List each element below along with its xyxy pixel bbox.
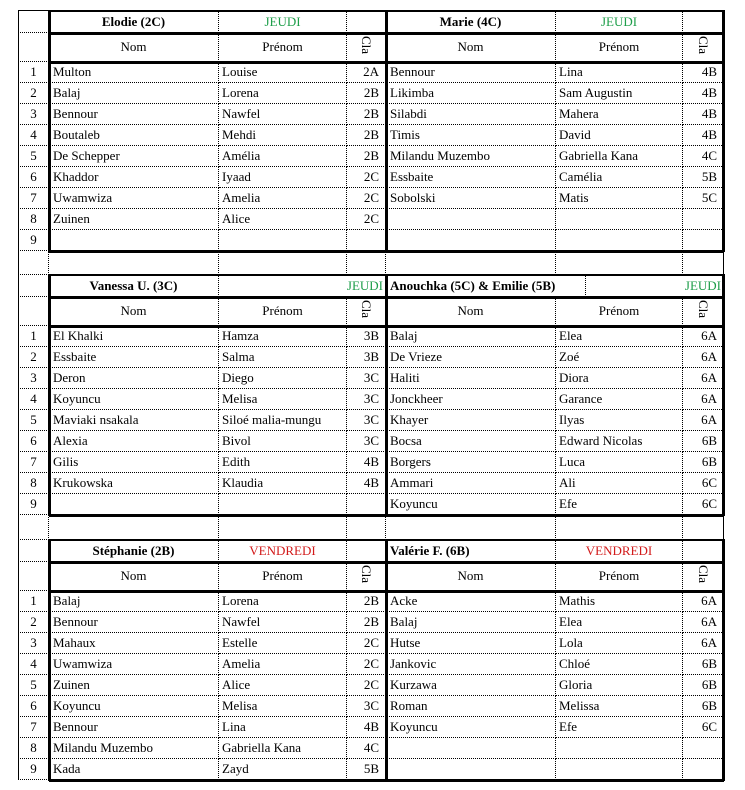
student-classe[interactable]: 2B xyxy=(347,146,386,167)
student-prenom[interactable]: Alice xyxy=(219,209,347,230)
student-prenom[interactable]: Mahera xyxy=(556,104,683,125)
student-prenom[interactable]: Iyaad xyxy=(219,167,347,188)
row-number[interactable]: 5 xyxy=(18,675,49,696)
column-header-row xyxy=(18,297,724,326)
student-prenom[interactable]: Amelia xyxy=(219,654,347,675)
header-classe[interactable]: Cla xyxy=(683,297,724,326)
student-prenom[interactable]: Bivol xyxy=(219,431,347,452)
student-nom[interactable]: Acke xyxy=(386,591,556,612)
student-classe[interactable]: 6B xyxy=(683,452,724,473)
block-middle-border xyxy=(385,10,388,252)
student-nom[interactable]: Kada xyxy=(49,759,219,780)
block-left-border xyxy=(48,539,51,781)
student-nom[interactable]: Multon xyxy=(49,62,219,83)
student-classe[interactable]: 4B xyxy=(683,62,724,83)
student-prenom[interactable]: Camélia xyxy=(556,167,683,188)
student-nom[interactable]: Koyuncu xyxy=(49,389,219,410)
student-prenom[interactable]: Elea xyxy=(556,612,683,633)
student-nom[interactable]: De Vrieze xyxy=(386,347,556,368)
block-right-border xyxy=(722,539,725,781)
row-number[interactable]: 4 xyxy=(18,125,49,146)
student-classe[interactable]: 4C xyxy=(347,738,386,759)
table-row xyxy=(18,654,724,675)
student-nom[interactable]: Boutaleb xyxy=(49,125,219,146)
student-classe[interactable]: 6A xyxy=(683,591,724,612)
block-middle-border xyxy=(385,274,388,516)
group-title-row xyxy=(18,275,724,297)
student-prenom[interactable]: Melissa xyxy=(556,696,683,717)
sheet-top-line xyxy=(18,10,50,11)
student-nom[interactable]: El Khalki xyxy=(49,326,219,347)
student-prenom[interactable]: Ilyas xyxy=(556,410,683,431)
student-classe[interactable]: 3C xyxy=(347,368,386,389)
group-title[interactable]: Vanessa U. (3C) xyxy=(49,275,219,297)
row-number[interactable]: 8 xyxy=(18,209,49,230)
table-row xyxy=(18,104,724,125)
student-classe[interactable]: 6C xyxy=(683,473,724,494)
header-nom[interactable]: Nom xyxy=(49,33,219,62)
student-prenom[interactable]: Salma xyxy=(219,347,347,368)
header-classe[interactable]: Cla xyxy=(683,33,724,62)
student-nom[interactable]: Borgers xyxy=(386,452,556,473)
table-row xyxy=(18,431,724,452)
student-classe[interactable]: 2C xyxy=(347,654,386,675)
student-prenom[interactable]: Chloé xyxy=(556,654,683,675)
row-number[interactable]: 3 xyxy=(18,368,49,389)
student-classe[interactable] xyxy=(347,494,386,515)
student-nom[interactable]: Roman xyxy=(386,696,556,717)
group-title[interactable]: Valérie F. (6B) xyxy=(386,540,556,562)
empty-cell[interactable] xyxy=(347,251,386,275)
empty-cell[interactable] xyxy=(49,515,219,540)
row-number[interactable]: 4 xyxy=(18,654,49,675)
row-number[interactable]: 2 xyxy=(18,612,49,633)
row-number[interactable]: 3 xyxy=(18,104,49,125)
header-nom[interactable]: Nom xyxy=(49,297,219,326)
student-nom[interactable]: Mahaux xyxy=(49,633,219,654)
row-number[interactable]: 4 xyxy=(18,389,49,410)
header-nom[interactable]: Nom xyxy=(49,562,219,591)
group-title[interactable]: Anouchka (5C) & Emilie (5B) xyxy=(386,275,586,297)
group-day[interactable]: JEUDI xyxy=(219,275,386,297)
student-classe[interactable]: 6A xyxy=(683,389,724,410)
student-prenom[interactable]: Sam Augustin xyxy=(556,83,683,104)
group-day[interactable]: JEUDI xyxy=(219,11,347,33)
student-prenom[interactable]: Gloria xyxy=(556,675,683,696)
row-number-cell[interactable] xyxy=(18,562,49,591)
row-number[interactable]: 8 xyxy=(18,473,49,494)
student-prenom[interactable]: Edith xyxy=(219,452,347,473)
student-nom[interactable]: Koyuncu xyxy=(49,696,219,717)
student-classe[interactable]: 2B xyxy=(347,104,386,125)
student-prenom[interactable]: Nawfel xyxy=(219,612,347,633)
student-prenom[interactable] xyxy=(556,738,683,759)
table-row xyxy=(18,125,724,146)
student-nom[interactable]: Sobolski xyxy=(386,188,556,209)
row-number[interactable]: 9 xyxy=(18,494,49,515)
spacer-row xyxy=(18,515,724,540)
student-prenom[interactable] xyxy=(219,230,347,251)
student-classe[interactable]: 2A xyxy=(347,62,386,83)
table-row xyxy=(18,146,724,167)
row-number[interactable]: 8 xyxy=(18,738,49,759)
empty-cell[interactable] xyxy=(219,251,347,275)
group-title[interactable]: Stéphanie (2B) xyxy=(49,540,219,562)
row-number[interactable]: 1 xyxy=(18,591,49,612)
student-nom[interactable]: Milandu Muzembo xyxy=(49,738,219,759)
student-prenom[interactable]: Siloé malia-mungu xyxy=(219,410,347,431)
student-prenom[interactable]: Amélia xyxy=(219,146,347,167)
row-number-cell[interactable] xyxy=(18,33,49,62)
student-nom[interactable]: Hutse xyxy=(386,633,556,654)
student-prenom[interactable]: Diego xyxy=(219,368,347,389)
group-day[interactable]: JEUDI xyxy=(586,275,724,297)
column-header-row xyxy=(18,562,724,591)
student-prenom[interactable] xyxy=(219,494,347,515)
row-number[interactable]: 2 xyxy=(18,83,49,104)
empty-cell[interactable] xyxy=(347,540,386,562)
student-nom[interactable]: Balaj xyxy=(386,326,556,347)
student-prenom[interactable]: Efe xyxy=(556,494,683,515)
student-nom[interactable] xyxy=(386,230,556,251)
student-prenom[interactable]: Elea xyxy=(556,326,683,347)
student-classe[interactable]: 5C xyxy=(683,188,724,209)
student-classe[interactable]: 4B xyxy=(347,717,386,738)
table-row xyxy=(18,389,724,410)
student-classe[interactable]: 3B xyxy=(347,326,386,347)
header-prenom[interactable]: Prénom xyxy=(556,562,683,591)
student-prenom[interactable] xyxy=(556,209,683,230)
table-row xyxy=(18,83,724,104)
student-prenom[interactable]: Klaudia xyxy=(219,473,347,494)
row-number-cell[interactable] xyxy=(18,11,49,33)
table-row xyxy=(18,696,724,717)
student-prenom[interactable]: Zoé xyxy=(556,347,683,368)
block-right-border xyxy=(722,274,725,516)
student-prenom[interactable]: Melisa xyxy=(219,389,347,410)
student-nom[interactable]: Gilis xyxy=(49,452,219,473)
row-number[interactable]: 2 xyxy=(18,347,49,368)
table-row xyxy=(18,410,724,431)
student-prenom[interactable]: Gabriella Kana xyxy=(219,738,347,759)
table-row xyxy=(18,62,724,83)
empty-cell[interactable] xyxy=(49,251,219,275)
student-nom[interactable]: Silabdi xyxy=(386,104,556,125)
student-classe[interactable]: 2C xyxy=(347,167,386,188)
table-row xyxy=(18,612,724,633)
row-number-cell[interactable] xyxy=(18,275,49,297)
empty-cell[interactable] xyxy=(683,11,724,33)
student-classe[interactable]: 6C xyxy=(683,494,724,515)
empty-cell[interactable] xyxy=(386,515,556,540)
row-number[interactable]: 9 xyxy=(18,230,49,251)
block-left-border xyxy=(48,10,51,252)
student-prenom[interactable]: Edward Nicolas xyxy=(556,431,683,452)
group-title[interactable]: Marie (4C) xyxy=(386,11,556,33)
header-nom[interactable]: Nom xyxy=(386,562,556,591)
student-classe[interactable]: 2B xyxy=(347,83,386,104)
student-prenom[interactable]: Lina xyxy=(219,717,347,738)
row-number-cell[interactable] xyxy=(18,540,49,562)
row-number[interactable]: 7 xyxy=(18,452,49,473)
block-left-border xyxy=(48,274,51,516)
student-nom[interactable]: Timis xyxy=(386,125,556,146)
table-row xyxy=(18,347,724,368)
student-classe[interactable]: 6A xyxy=(683,368,724,389)
student-classe[interactable]: 2B xyxy=(347,125,386,146)
student-prenom[interactable]: David xyxy=(556,125,683,146)
student-classe[interactable]: 3C xyxy=(347,696,386,717)
student-prenom[interactable]: Matis xyxy=(556,188,683,209)
student-nom[interactable]: Maviaki nsakala xyxy=(49,410,219,431)
student-nom[interactable] xyxy=(49,230,219,251)
student-classe[interactable]: 3B xyxy=(347,347,386,368)
table-row xyxy=(18,167,724,188)
empty-cell[interactable] xyxy=(556,251,683,275)
student-classe[interactable]: 5B xyxy=(683,167,724,188)
row-number[interactable]: 3 xyxy=(18,633,49,654)
student-classe[interactable]: 6B xyxy=(683,696,724,717)
row-number[interactable]: 7 xyxy=(18,717,49,738)
student-classe[interactable]: 6A xyxy=(683,633,724,654)
table-row xyxy=(18,188,724,209)
student-prenom[interactable]: Gabriella Kana xyxy=(556,146,683,167)
student-prenom[interactable]: Hamza xyxy=(219,326,347,347)
student-classe[interactable]: 6A xyxy=(683,347,724,368)
student-nom[interactable]: Krukowska xyxy=(49,473,219,494)
student-nom[interactable]: Bennour xyxy=(49,612,219,633)
student-prenom[interactable]: Ali xyxy=(556,473,683,494)
student-nom[interactable]: Essbaite xyxy=(386,167,556,188)
student-prenom[interactable]: Amelia xyxy=(219,188,347,209)
student-nom[interactable]: Koyuncu xyxy=(386,494,556,515)
student-classe[interactable]: 2C xyxy=(347,188,386,209)
table-row xyxy=(18,209,724,230)
student-nom[interactable]: Khaddor xyxy=(49,167,219,188)
student-prenom[interactable]: Diora xyxy=(556,368,683,389)
student-nom[interactable]: De Schepper xyxy=(49,146,219,167)
student-classe[interactable]: 3C xyxy=(347,389,386,410)
student-nom[interactable]: Bennour xyxy=(386,62,556,83)
block-middle-border xyxy=(385,539,388,781)
table-row xyxy=(18,230,724,251)
spacer-row xyxy=(18,251,724,275)
header-prenom[interactable]: Prénom xyxy=(219,297,347,326)
student-classe[interactable]: 4B xyxy=(683,83,724,104)
empty-cell[interactable] xyxy=(219,515,347,540)
student-prenom[interactable]: Efe xyxy=(556,717,683,738)
student-nom[interactable]: Balaj xyxy=(49,83,219,104)
student-classe[interactable]: 3C xyxy=(347,431,386,452)
student-nom[interactable] xyxy=(386,759,556,780)
student-classe[interactable] xyxy=(683,209,724,230)
student-nom[interactable]: Balaj xyxy=(386,612,556,633)
header-classe[interactable]: Cla xyxy=(347,297,386,326)
student-nom[interactable]: Jonckheer xyxy=(386,389,556,410)
student-prenom[interactable]: Alice xyxy=(219,675,347,696)
student-classe[interactable] xyxy=(347,230,386,251)
student-classe[interactable]: 3C xyxy=(347,410,386,431)
group-day[interactable]: VENDREDI xyxy=(556,540,683,562)
student-classe[interactable]: 4C xyxy=(683,146,724,167)
student-prenom[interactable]: Lorena xyxy=(219,591,347,612)
header-classe[interactable]: Cla xyxy=(347,33,386,62)
student-classe[interactable]: 6B xyxy=(683,654,724,675)
group-day[interactable]: VENDREDI xyxy=(219,540,347,562)
student-nom[interactable] xyxy=(386,209,556,230)
student-nom[interactable]: Koyuncu xyxy=(386,717,556,738)
group-title-row xyxy=(18,11,724,33)
student-classe[interactable]: 2B xyxy=(347,612,386,633)
student-classe[interactable]: 2B xyxy=(347,591,386,612)
empty-cell[interactable] xyxy=(683,251,724,275)
student-prenom[interactable]: Melisa xyxy=(219,696,347,717)
table-row xyxy=(18,591,724,612)
student-classe[interactable] xyxy=(683,230,724,251)
table-row xyxy=(18,633,724,654)
student-nom[interactable]: Essbaite xyxy=(49,347,219,368)
student-prenom[interactable]: Lola xyxy=(556,633,683,654)
student-nom[interactable]: Bennour xyxy=(49,717,219,738)
empty-cell[interactable] xyxy=(18,515,49,540)
student-classe[interactable]: 4B xyxy=(683,125,724,146)
row-number[interactable]: 6 xyxy=(18,167,49,188)
empty-cell[interactable] xyxy=(347,11,386,33)
student-prenom[interactable] xyxy=(556,230,683,251)
header-prenom[interactable]: Prénom xyxy=(219,562,347,591)
student-nom[interactable]: Deron xyxy=(49,368,219,389)
student-classe[interactable]: 4B xyxy=(683,104,724,125)
header-nom[interactable]: Nom xyxy=(386,297,556,326)
student-prenom[interactable]: Lorena xyxy=(219,83,347,104)
student-prenom[interactable]: Estelle xyxy=(219,633,347,654)
student-nom[interactable]: Jankovic xyxy=(386,654,556,675)
table-row xyxy=(18,452,724,473)
student-nom[interactable]: Khayer xyxy=(386,410,556,431)
student-classe[interactable]: 2C xyxy=(347,633,386,654)
row-number[interactable]: 6 xyxy=(18,431,49,452)
student-classe[interactable]: 2C xyxy=(347,675,386,696)
student-classe[interactable]: 6A xyxy=(683,326,724,347)
student-classe[interactable]: 4B xyxy=(347,452,386,473)
student-nom[interactable]: Zuinen xyxy=(49,675,219,696)
student-nom[interactable]: Uwamwiza xyxy=(49,654,219,675)
row-number-cell[interactable] xyxy=(18,297,49,326)
header-classe[interactable]: Cla xyxy=(347,562,386,591)
student-classe[interactable]: 2C xyxy=(347,209,386,230)
student-prenom[interactable] xyxy=(556,759,683,780)
student-nom[interactable]: Ammari xyxy=(386,473,556,494)
student-nom[interactable]: Alexia xyxy=(49,431,219,452)
student-nom[interactable]: Uwamwiza xyxy=(49,188,219,209)
student-nom[interactable] xyxy=(386,738,556,759)
student-classe[interactable]: 6B xyxy=(683,675,724,696)
student-nom[interactable]: Milandu Muzembo xyxy=(386,146,556,167)
header-prenom[interactable]: Prénom xyxy=(556,33,683,62)
student-classe[interactable]: 6B xyxy=(683,431,724,452)
empty-cell[interactable] xyxy=(683,540,724,562)
table-row xyxy=(18,759,724,780)
table-row xyxy=(18,473,724,494)
table-row xyxy=(18,738,724,759)
student-classe[interactable] xyxy=(683,759,724,780)
row-number[interactable]: 1 xyxy=(18,326,49,347)
student-prenom[interactable]: Zayd xyxy=(219,759,347,780)
student-nom[interactable]: Balaj xyxy=(49,591,219,612)
student-nom[interactable]: Haliti xyxy=(386,368,556,389)
student-classe[interactable]: 5B xyxy=(347,759,386,780)
student-prenom[interactable]: Louise xyxy=(219,62,347,83)
row-number[interactable]: 5 xyxy=(18,410,49,431)
table-row xyxy=(18,675,724,696)
group-day[interactable]: JEUDI xyxy=(556,11,683,33)
empty-cell[interactable] xyxy=(347,515,386,540)
table-row xyxy=(18,717,724,738)
group-title-row xyxy=(18,540,724,562)
row-number[interactable]: 1 xyxy=(18,62,49,83)
student-nom[interactable]: Zuinen xyxy=(49,209,219,230)
student-classe[interactable]: 6A xyxy=(683,410,724,431)
header-prenom[interactable]: Prénom xyxy=(556,297,683,326)
student-classe[interactable]: 4B xyxy=(347,473,386,494)
student-prenom[interactable]: Mehdi xyxy=(219,125,347,146)
student-classe[interactable] xyxy=(683,738,724,759)
student-nom[interactable] xyxy=(49,494,219,515)
header-prenom[interactable]: Prénom xyxy=(219,33,347,62)
empty-cell[interactable] xyxy=(683,515,724,540)
empty-cell[interactable] xyxy=(386,251,556,275)
student-prenom[interactable]: Luca xyxy=(556,452,683,473)
header-classe[interactable]: Cla xyxy=(683,562,724,591)
row-number[interactable]: 9 xyxy=(18,759,49,780)
table-row xyxy=(18,494,724,515)
row-number[interactable]: 6 xyxy=(18,696,49,717)
column-header-row xyxy=(18,33,724,62)
student-prenom[interactable]: Garance xyxy=(556,389,683,410)
student-prenom[interactable]: Nawfel xyxy=(219,104,347,125)
table-row xyxy=(18,368,724,389)
student-classe[interactable]: 6C xyxy=(683,717,724,738)
header-nom[interactable]: Nom xyxy=(386,33,556,62)
student-classe[interactable]: 6A xyxy=(683,612,724,633)
student-prenom[interactable]: Mathis xyxy=(556,591,683,612)
row-number[interactable]: 7 xyxy=(18,188,49,209)
student-nom[interactable]: Bennour xyxy=(49,104,219,125)
empty-cell[interactable] xyxy=(18,251,49,275)
group-title[interactable]: Elodie (2C) xyxy=(49,11,219,33)
student-nom[interactable]: Kurzawa xyxy=(386,675,556,696)
student-nom[interactable]: Likimba xyxy=(386,83,556,104)
row-number[interactable]: 5 xyxy=(18,146,49,167)
empty-cell[interactable] xyxy=(556,515,683,540)
table-row xyxy=(18,326,724,347)
block-right-border xyxy=(722,10,725,252)
student-prenom[interactable]: Lina xyxy=(556,62,683,83)
student-nom[interactable]: Bocsa xyxy=(386,431,556,452)
